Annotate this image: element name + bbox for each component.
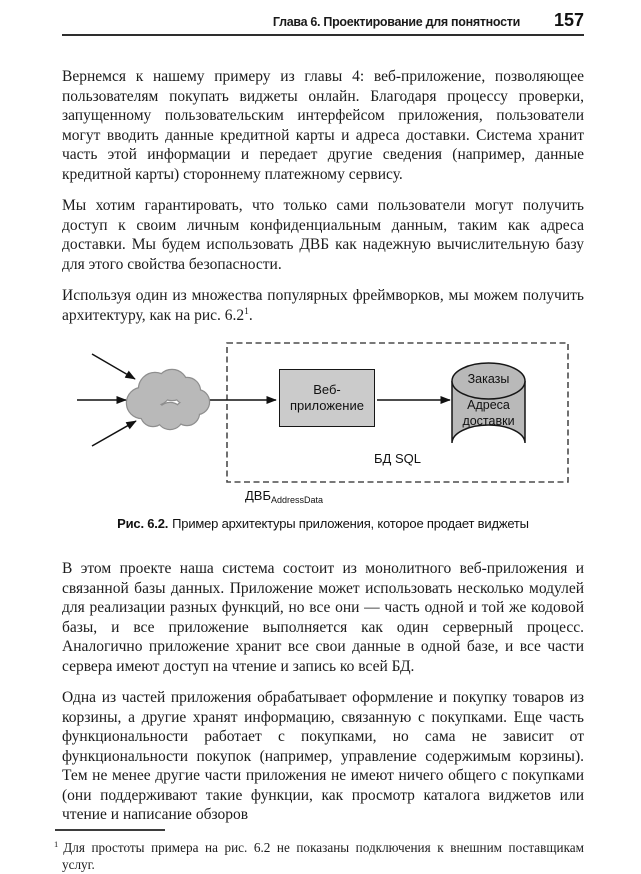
- chapter-title: Глава 6. Проектирование для понятности: [272, 15, 520, 29]
- paragraph-3: [62, 286, 584, 325]
- paragraph-5: Одна из частей приложения обрабатывает оформление и покупку товаров из корзины, а другие хранят информацию, связанную с покупками. Еще часть функциональности работает с покупками, но сама не зависит от функциональности покупок (например, управление содержимым корзины). Тем не менее другие части приложения не имеют ничего общего с покупками (они поддерживают такие функции, как просмотр каталога виджетов или чтение и написание обзоров: [62, 689, 584, 823]
- web-application-label-line1: Веб-: [313, 382, 341, 397]
- paragraph-1: Вернемся к нашему примеру из главы 4: веб-приложение, позволяющее пользователям покупать виджеты онлайн. Благодаря процессу проверки, запущенному пользовательским интерфейсом приложения, пользователи могут вводить данные кредитной карты и адреса доставки. Система хранит часть этой информации и передает другие сведения (например, данные кредитной карты) стороннему платежному сервису.: [62, 68, 584, 183]
- architecture-diagram: [62, 339, 584, 507]
- tcb-label: [245, 488, 323, 505]
- figure-caption-text: Пример архитектуры приложения, которое продает виджеты: [172, 516, 529, 531]
- footnote-body: [54, 831, 584, 874]
- figure-caption: [62, 516, 584, 531]
- incoming-arrow-top: [92, 354, 135, 379]
- paragraph-4: В этом проекте наша система состоит из монолитного веб-приложения и связанной базы данных. Приложение может использовать несколько модулей для реализации разных функций, но все они — часть одной и той же кодовой базы, и все приложение выполняется как один серверный процесс. Аналогично приложение хранит все свои данные в одной базе, и все части сервера имеют доступ на чтение и запись ко всей БД.: [62, 560, 584, 675]
- figure-caption-number: Рис. 6.2.: [117, 516, 169, 531]
- footnote-reference-mark: 1: [244, 306, 249, 317]
- footnote-mark: 1: [54, 838, 59, 849]
- incoming-arrow-bottom: [92, 421, 136, 446]
- sql-db-label: БД SQL: [374, 451, 421, 466]
- tcb-label-subscript: AddressData: [271, 495, 324, 505]
- running-head: [62, 0, 584, 36]
- footnote: [54, 829, 584, 874]
- footnote-text: Для простоты примера на рис. 6.2 не показаны подключения к внешним поставщикам услуг.: [62, 839, 584, 872]
- web-application-node: [279, 369, 375, 427]
- tcb-label-main: ДВБ: [245, 488, 272, 503]
- paragraph-3-text: Используя один из множества популярных фреймворков, мы можем получить архитектуру, как на рис. 6.2: [62, 287, 584, 324]
- page-number: 157: [553, 10, 584, 30]
- database-orders-label: Заказы: [467, 372, 510, 386]
- web-application-label-line2: приложение: [290, 398, 364, 413]
- paragraph-3-period: .: [248, 306, 253, 324]
- paragraph-2: Мы хотим гарантировать, что только сами пользователи могут получить доступ к своим личным конфиденциальным данным, таким как адреса доставки. Мы будем использовать ДВБ как надежную вычислительную базу для этого свойства безопасности.: [62, 197, 584, 273]
- database-addresses-label: Адреса доставки: [462, 398, 515, 428]
